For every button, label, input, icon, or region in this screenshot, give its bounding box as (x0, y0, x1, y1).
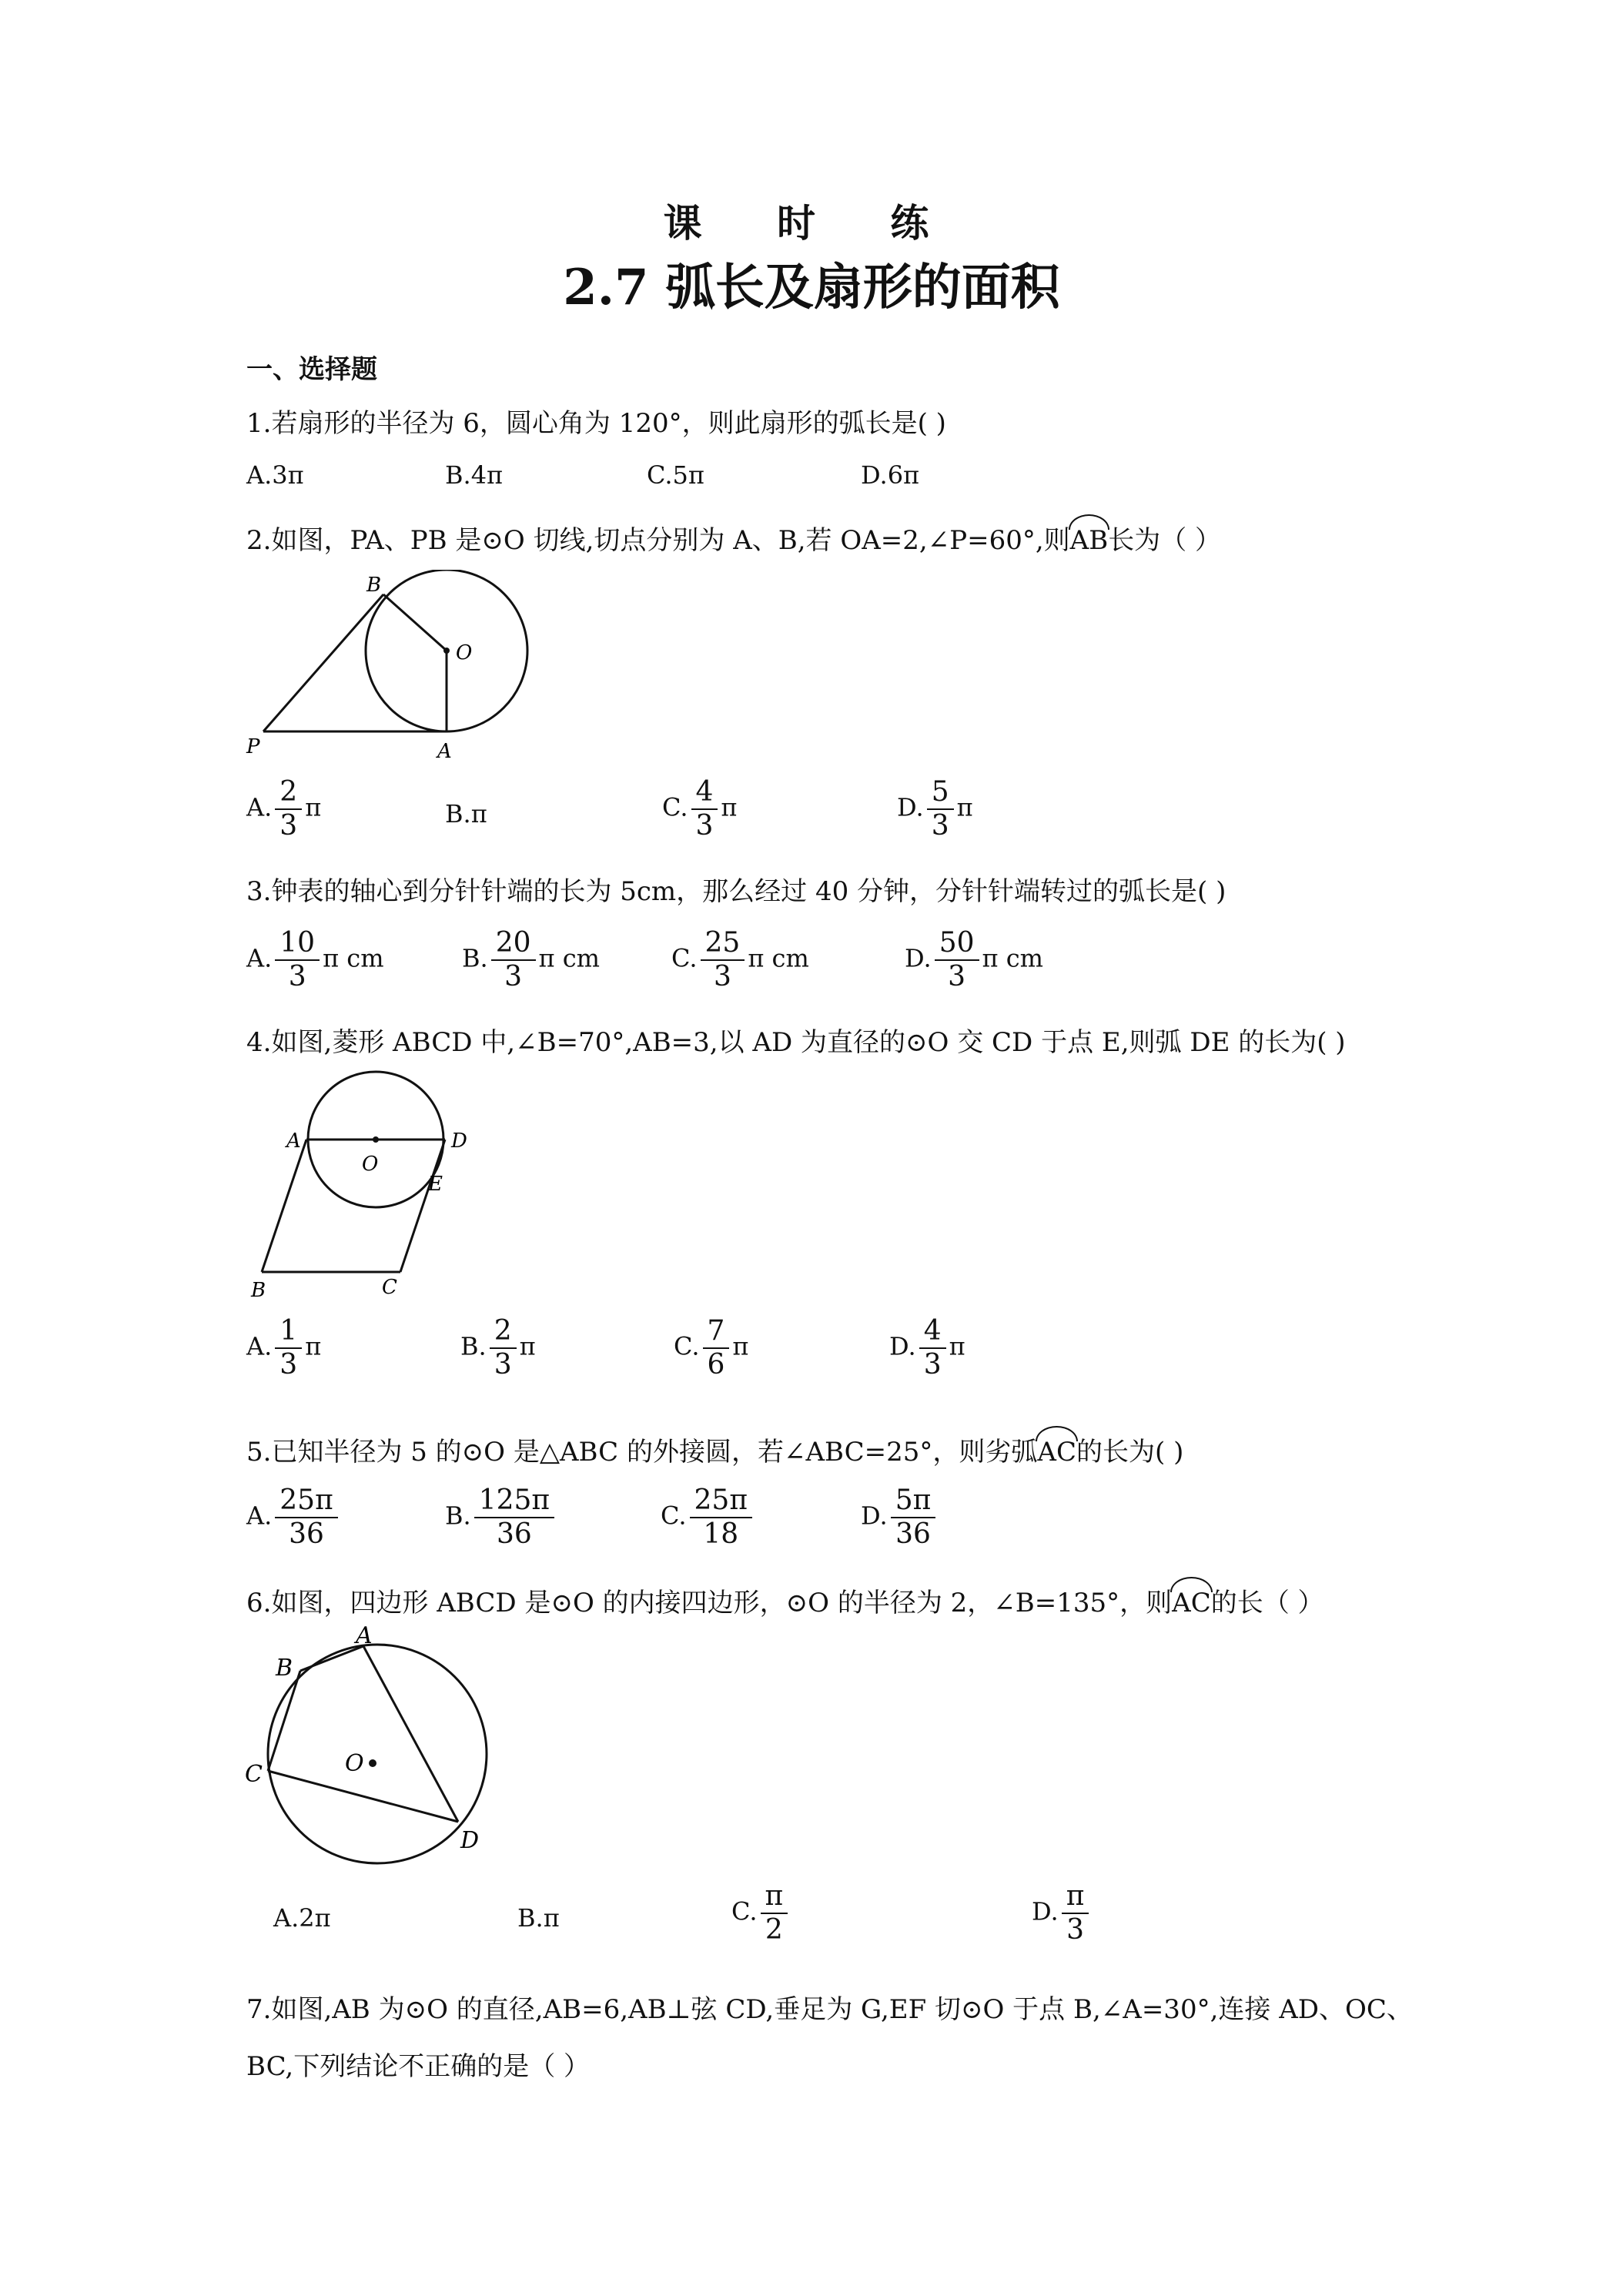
q2-text-after: 长为（ ） (1108, 525, 1221, 556)
q6-option-b: B.π (517, 1903, 560, 1933)
q4-label-a: A (286, 1130, 301, 1153)
q6-side-ab (300, 1646, 363, 1671)
q4-figure (239, 1070, 500, 1301)
q6-figure (239, 1625, 493, 1871)
q2-label-b: B (366, 574, 382, 597)
question-2-text (246, 519, 1221, 557)
q3-option-c: C. $\frac{25}{3}$ π cm (671, 927, 809, 992)
q4-side-cd (400, 1140, 445, 1272)
question-4-text: 4.如图,菱形 ABCD 中,∠B=70°,AB=3,以 AD 为直径的⊙O 交 CD 于点 E,则弧 DE 的长为( ) (246, 1027, 1346, 1058)
question-7-line-2: BC,下列结论不正确的是（ ） (246, 2051, 591, 2082)
q2-option-d: D. $\frac{5}{3}$ π (897, 776, 973, 842)
q2-option-c: C. $\frac{4}{3}$ π (662, 776, 738, 842)
q2-label-p: P (246, 735, 260, 758)
page-title: 课 时 练 (663, 200, 960, 246)
q3-option-b: B. $\frac{20}{3}$ π cm (462, 927, 600, 992)
q4-label-d: D (451, 1130, 467, 1153)
q6-label-o: O (345, 1750, 364, 1777)
q1-option-a: A.3π (246, 460, 304, 490)
q2-label-o: O (456, 641, 473, 664)
q1-option-b: B.4π (445, 460, 504, 490)
q5-arc-ac: AC (1037, 1432, 1076, 1468)
q6-label-c: C (245, 1761, 263, 1788)
q2-center-dot (443, 648, 450, 654)
q2-option-b: B.π (445, 799, 487, 828)
section-title: 一、选择题 (246, 354, 377, 385)
q3-option-d: D. $\frac{50}{3}$ π cm (905, 927, 1043, 992)
q5-option-d: D. $\frac{5\pi}{36}$ (861, 1484, 939, 1551)
q4-side-ab (262, 1140, 306, 1272)
q4-label-c: C (382, 1276, 397, 1299)
q6-label-d: D (460, 1827, 480, 1854)
q5-text-before: 5.已知半径为 5 的⊙O 是△ABC 的外接圆，若∠ABC=25°，则劣弧 (246, 1437, 1038, 1468)
q6-circle (268, 1645, 487, 1863)
q6-text-before: 6.如图，四边形 ABCD 是⊙O 的内接四边形，⊙O 的半径为 2，∠B=135°，则 (246, 1588, 1173, 1618)
q5-text-after: 的长为( ) (1076, 1437, 1184, 1468)
question-7-line-1: 7.如图,AB 为⊙O 的直径,AB=6,AB⊥弦 CD,垂足为 G,EF 切⊙O 于点 B,∠A=30°,连接 AD、OC、 (246, 1994, 1413, 2025)
q3-option-a: A. $\frac{10}{3}$ π cm (246, 927, 384, 992)
q6-option-a: A.2π (273, 1903, 331, 1933)
q4-option-a: A. $\frac{1}{3}$ π (246, 1315, 322, 1381)
q6-label-a: A (356, 1625, 373, 1649)
q5-option-c: C. $\frac{25\pi}{18}$ (661, 1484, 755, 1551)
q2-label-a: A (437, 740, 452, 762)
q2-radius-ob (383, 594, 447, 651)
q6-side-da (363, 1646, 458, 1822)
q4-option-b: B. $\frac{2}{3}$ π (460, 1315, 536, 1381)
q4-center-dot (373, 1136, 379, 1143)
q4-label-b: B (251, 1279, 266, 1301)
lesson-title: 2.7 弧长及扇形的面积 (563, 259, 1060, 316)
q6-label-b: B (276, 1655, 293, 1682)
q4-label-e: E (428, 1173, 443, 1196)
q2-tangent-pb (263, 594, 383, 731)
question-1-text: 1.若扇形的半径为 6，圆心角为 120°，则此扇形的弧长是( ) (246, 408, 946, 439)
q5-option-b: B. $\frac{125\pi}{36}$ (445, 1484, 557, 1551)
question-5-text (246, 1431, 1183, 1468)
question-6-text (246, 1581, 1324, 1619)
q2-figure (239, 570, 547, 762)
q4-option-d: D. $\frac{4}{3}$ π (889, 1315, 965, 1381)
q1-option-c: C.5π (647, 460, 704, 490)
q6-center-dot (369, 1759, 376, 1767)
question-3-text: 3.钟表的轴心到分针针端的长为 5cm，那么经过 40 分钟，分针针端转过的弧长是( ) (246, 876, 1226, 907)
q4-option-c: C. $\frac{7}{6}$ π (674, 1315, 749, 1381)
q6-option-d: D. $\frac{\pi}{3}$ (1032, 1880, 1092, 1946)
q6-side-cd (268, 1771, 458, 1822)
q1-option-d: D.6π (861, 460, 920, 490)
q4-label-o: O (362, 1153, 379, 1176)
q2-arc-ab: AB (1070, 520, 1109, 556)
q6-text-after: 的长（ ） (1210, 1588, 1324, 1618)
q5-option-a: A. $\frac{25\pi}{36}$ (246, 1484, 341, 1551)
q2-text-before: 2.如图，PA、PB 是⊙O 切线,切点分别为 A、B,若 OA=2,∠P=60°,则 (246, 525, 1070, 556)
q6-option-c: C. $\frac{\pi}{2}$ (731, 1880, 791, 1946)
q6-arc-ac: AC (1172, 1583, 1211, 1618)
q2-option-a: A. $\frac{2}{3}$ π (246, 776, 322, 842)
